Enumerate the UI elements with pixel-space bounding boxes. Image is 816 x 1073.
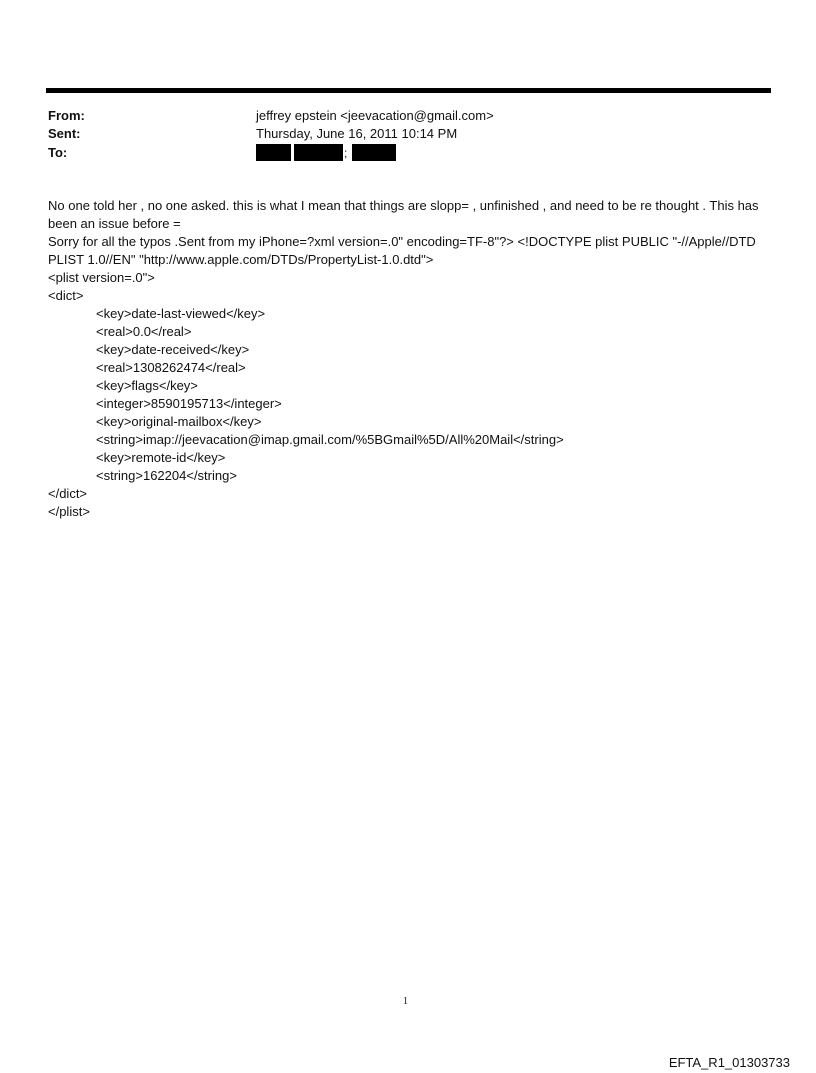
plist-line: <key>date-received</key> bbox=[96, 342, 250, 357]
page-number: 1 bbox=[403, 996, 408, 1007]
to-label: To: bbox=[48, 145, 68, 160]
email-body bbox=[48, 197, 772, 521]
redaction-block bbox=[294, 144, 343, 161]
redaction-block bbox=[352, 144, 396, 161]
plist-line: <key>remote-id</key> bbox=[96, 450, 226, 465]
plist-line: <key>flags</key> bbox=[96, 378, 198, 393]
body-line: </dict> bbox=[48, 486, 88, 501]
sent-value: Thursday, June 16, 2011 10:14 PM bbox=[256, 126, 458, 141]
body-line: Sorry for all the typos .Sent from my iPhone=?xml version=.0" encoding=TF-8"?> <!DOCTYPE plist PUBLIC "-//Apple//DTD PLIST 1.0//EN" "http://www.apple.com/DTDs/PropertyList-1.0.dtd"> bbox=[48, 234, 756, 267]
plist-line: <key>date-last-viewed</key> bbox=[96, 306, 266, 321]
plist-line: <key>original-mailbox</key> bbox=[96, 414, 262, 429]
body-line: <plist version=.0"> bbox=[48, 270, 155, 285]
plist-line: <integer>8590195713</integer> bbox=[96, 396, 282, 411]
body-line: <dict> bbox=[48, 288, 84, 303]
to-separator: ; bbox=[344, 146, 348, 160]
sent-label: Sent: bbox=[48, 126, 81, 141]
bates-id: EFTA_R1_01303733 bbox=[668, 1055, 790, 1070]
plist-line: <string>imap://jeevacation@imap.gmail.com/%5BGmail%5D/All%20Mail</string> bbox=[96, 432, 564, 447]
plist-line: <real>1308262474</real> bbox=[96, 360, 246, 375]
plist-line: <real>0.0</real> bbox=[96, 324, 192, 339]
plist-line: <string>162204</string> bbox=[96, 468, 237, 483]
from-value: jeffrey epstein <jeevacation@gmail.com> bbox=[256, 108, 494, 123]
header-rule bbox=[46, 88, 771, 93]
body-line: </plist> bbox=[48, 504, 90, 519]
redaction-block bbox=[256, 144, 291, 161]
body-line: No one told her , no one asked. this is what I mean that things are slopp= , unfinished , and need to be re thought . This has been an issue before = bbox=[48, 198, 759, 231]
from-label: From: bbox=[48, 108, 85, 123]
